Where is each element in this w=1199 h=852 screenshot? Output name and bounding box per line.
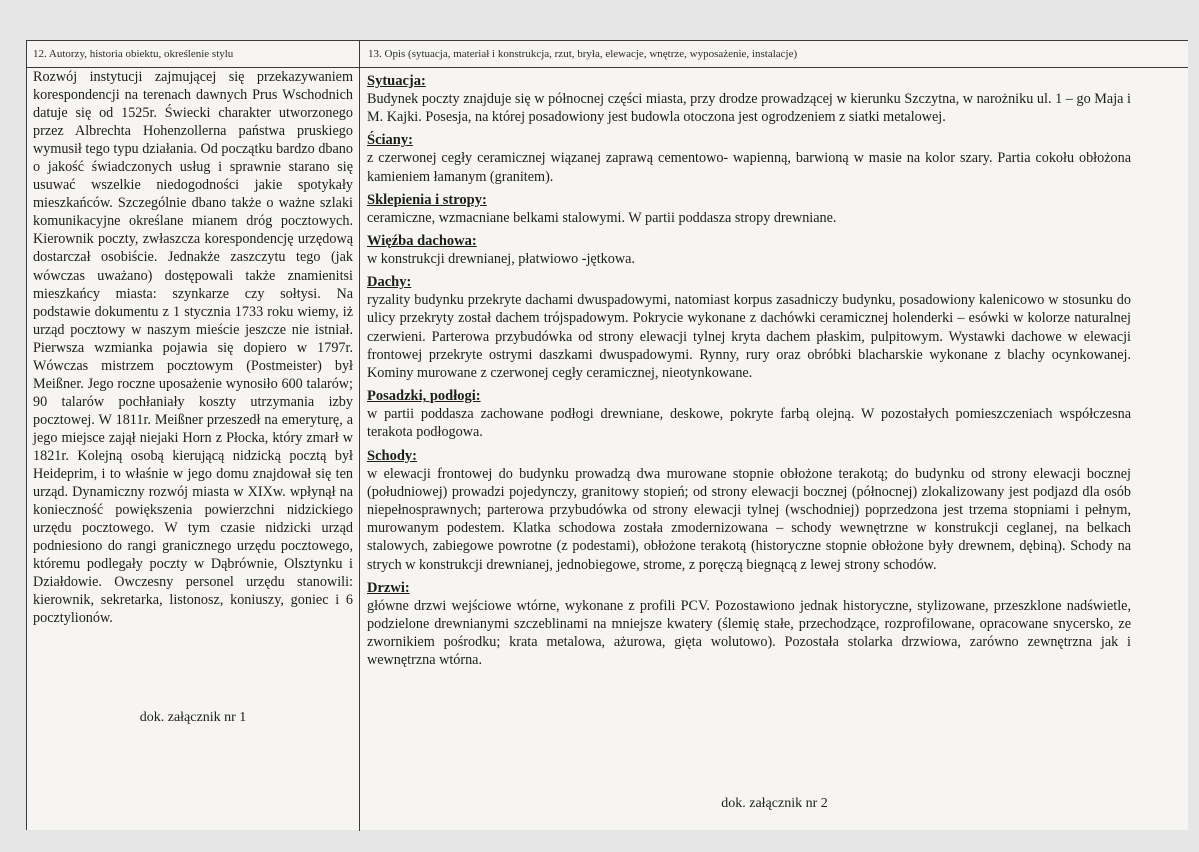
section-sciany: [367, 132, 1131, 185]
attachment-note-1: dok. załącznik nr 1: [139, 710, 247, 725]
section-drzwi: [367, 580, 1131, 670]
section-title: Ściany:: [367, 132, 413, 149]
document-sheet: [26, 40, 1188, 830]
description-column: [367, 73, 1131, 676]
header-col-13: 13. Opis (sytuacja, materiał i konstrukcja, rzut, bryła, elewacje, wnętrze, wyposażenie, instalacje): [368, 48, 798, 60]
section-text: Budynek poczty znajduje się w północnej części miasta, przy drodze prowadzącej w kierunku Szczytna, w narożniku ul. 1 – go Maja i M. Kajki. Posesja, na której posadowiony jest budowla otoczona jest ogrodzeniem z siatki metalowej.: [367, 91, 1131, 126]
section-sklepienia: [367, 192, 1131, 227]
section-text: w partii poddasza zachowane podłogi drewniane, deskowe, pokryte farbą olejną. W pozostałych pomieszczeniach współczesna terakota podłogowa.: [367, 406, 1131, 441]
section-title: Posadzki, podłogi:: [367, 388, 481, 405]
section-sytuacja: [367, 73, 1131, 126]
section-text: w konstrukcji drewnianej, płatwiowo -jętkowa.: [367, 251, 635, 268]
section-text: z czerwonej cegły ceramicznej wiązanej zaprawą cementowo- wapienną, barwioną w masie na kolor szary. Partia cokołu obłożona kamieniem łamanym (granitem).: [367, 150, 1131, 185]
table-header-row: [27, 41, 1188, 68]
section-text: ceramiczne, wzmacniane belkami stalowymi. W partii poddasza stropy drewniane.: [367, 209, 837, 226]
section-title: Schody:: [367, 447, 417, 464]
history-column: [33, 68, 353, 627]
section-schody: [367, 448, 1131, 574]
section-text: główne drzwi wejściowe wtórne, wykonane z profili PCV. Pozostawiono jednak historyczne, stylizowane, przeszklone nadświetle, podzielone drewnianymi szczeblinami na mniejsze kwatery (ślemię stałe, przechodzące, rozprofilowane, opracowane snycersko, ze zwornikiem pośrodku; krata metalowa, ażurowa, gięta wolutowo). Pozostała stolarka drzwiowa, zarówno zewnętrzna jak i wewnętrzna wtórna.: [367, 597, 1131, 669]
section-text: w elewacji frontowej do budynku prowadzą dwa murowane stopnie obłożone terakotą; do budynku od strony elewacji bocznej (południowej) prowadzi pojedynczy, granitowy stopień; od strony elewacji bocznej (północnej) zlokalizowany jest podjazd dla osób niepełnosprawnych; parterowa przybudówka od strony elewacji tylnej (wschodniej) poprzedzona jest trzema stopniami i pełnym, murowanym podestem. Klatka schodowa została zmodernizowana – schody wewnętrzne w konstrukcji ceglanej, na belkach stalowych, zabiegowe powrotne (z podestami), obłożone terakotą (historyczne stopnie obłożone były drewnem, dębiną). Schody na strych w konstrukcji drewnianej, jednobiegowe, strome, z poręczą biegnącą z lewej strony schodów.: [367, 465, 1131, 573]
header-col-12: 12. Autorzy, historia obiektu, określenie stylu: [33, 48, 234, 60]
section-dachy: [367, 274, 1131, 382]
section-text: ryzality budynku przekryte dachami dwuspadowymi, natomiast korpus zasadniczy budynku, posadowiony kalenicowo w stosunku do ulicy przekryty został dachem trójspadowym. Pokrycie wykonane z dachówki ceramicznej holenderki – esówki w kolorze naturalnej czerwieni. Parterowa przybudówka od strony elewacji tylnej kryta dachem płaskim, pulpitowym. Wystawki dachowe w elewacji frontowej przekryte ostrymi daszkami dwuspadowymi. Rynny, rury oraz obróbki blacharskie wykonane z blachy ocynkowanej. Kominy murowane z czerwonej cegły ceramicznej, nieotynkowane.: [367, 292, 1131, 382]
section-posadzki: [367, 388, 1131, 441]
section-title: Sytuacja:: [367, 73, 426, 89]
section-wiezba: [367, 233, 1131, 268]
history-text: Rozwój instytucji zajmującej się przekazywaniem korespondencji na terenach dawnych Prus Wschodnich datuje się od 1525r. Świecki charakter utworzonego przez Albrechta Hohenzollerna państwa pruskiego wymusił tego typu działania. Od początku bardzo dbano o jakość świadczonych usług i sprawnie starano się usuwać wszelkie niedogodności jakie spotykały mieszkańców. Szczególnie dbano także o ważne szlaki komunikacyjne określane mianem dróg pocztowych. Kierownik poczty, zwłaszcza korespondencję urzędową dostarczał osobiście. Jednakże zaszczytu tego (jak wówczas uważano) dostępowali także znamienitsi mieszkańcy miasta: szynkarze czy sołtysi. Na podstawie dokumentu z 1 stycznia 1733 roku wiemy, iż urząd pocztowy w naszym mieście jeszcze nie istniał. Pierwsza wzmianka pojawia się dopiero w 1797r. Wówczas mistrzem pocztowym (Postmeister) był Meißner. Jego roczne uposażenie wynosiło 600 talarów; 90 talarów pochłaniały koszty utrzymania izby pocztowej. W 1811r. Meißner przeszedł na emeryturę, a jego miejsce zajął niejaki Horn z Płocka, który zmarł w 1821r. Kolejną osobą kierującą nidzicką pocztą był Heideprim, i to właśnie w jego domu znajdował się ten urząd. Dynamiczny rozwój miasta w XIXw. wpłynął na konieczność powiększenia powierzchni nidzickiego urzędu pocztowego. W tym czasie nidzicki urząd podniesiono do rangi granicznego urzędu pocztowego, któremu podlegały poczty w Dąbrównie, Olsztynku i Działdowie. Owczesny personel urzędu stanowili: kierownik, sekretarka, listonosz, koniuszy, goniec i 6 pocztylionów.: [33, 69, 353, 627]
column-divider: [359, 41, 360, 831]
section-title: Więźba dachowa:: [367, 233, 477, 250]
form-table: [26, 40, 1188, 830]
section-title: Sklepienia i stropy:: [367, 191, 487, 208]
section-title: Dachy:: [367, 274, 412, 291]
attachment-note-2: dok. załącznik nr 2: [721, 796, 828, 811]
section-title: Drzwi:: [367, 579, 410, 596]
